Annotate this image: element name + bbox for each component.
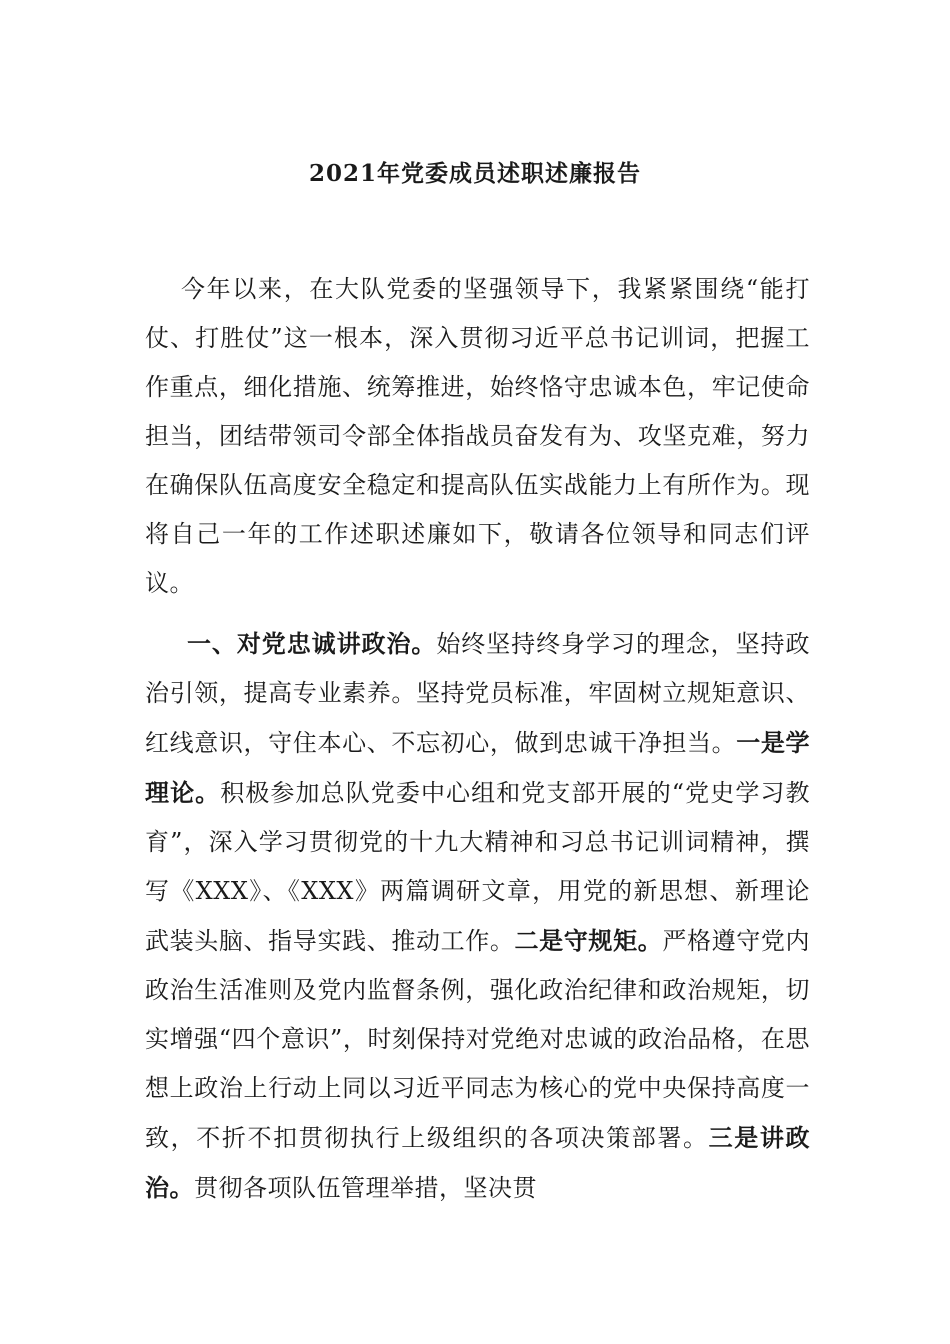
section-1-lead: 始终坚持终身学习的理念，坚持政治引领，提高专业素养。坚持党员标准，牢固树立规矩意识、红线意识，守住本心、不忘初心，做到忠诚干净担当。 — [145, 630, 810, 757]
point-1-label: 一是学理论。 — [145, 728, 811, 807]
document-title: 2021年党委成员述职述廉报告 — [308, 160, 641, 187]
point-1-text: 积极参加总队党委中心组和党支部开展的“党史学习教育”，深入学习贯彻党的十九大精神和习总书记训词精神，撰写《XXX》、《XXX》两篇调研文章，用党的新思想、新理论武装头脑、指导实践、推动工作。 — [145, 779, 810, 955]
point-3-label: 三是讲政治。 — [145, 1123, 811, 1202]
document-body — [145, 265, 810, 1213]
point-3-text: 贯彻各项队伍管理举措，坚决贯 — [194, 1174, 537, 1202]
point-2-label: 二是守规矩。 — [514, 926, 663, 955]
point-2-text: 严格遵守党内政治生活准则及党内监督条例，强化政治纪律和政治规矩，切实增强“四个意识”，时刻保持对党绝对忠诚的政治品格，在思想上政治上行动上同以习近平同志为核心的党中央保持高度一致，不折不扣贯彻执行上级组织的各项决策部署。 — [145, 927, 811, 1152]
section-1-heading: 一、对党忠诚讲政治。 — [187, 629, 437, 658]
intro-paragraph: 今年以来，在大队党委的坚强领导下，我紧紧围绕“能打仗、打胜仗”这一根本，深入贯彻习近平总书记训词，把握工作重点，细化措施、统筹推进，始终恪守忠诚本色，牢记使命担当，团结带领司令部全体指战员奋发有为、攻坚克难，努力在确保队伍高度安全稳定和提高队伍实战能力上有所作为。现将自己一年的工作述职述廉如下，敬请各位领导和同志们评议。 — [145, 275, 810, 597]
section-1-paragraph — [145, 619, 810, 1213]
